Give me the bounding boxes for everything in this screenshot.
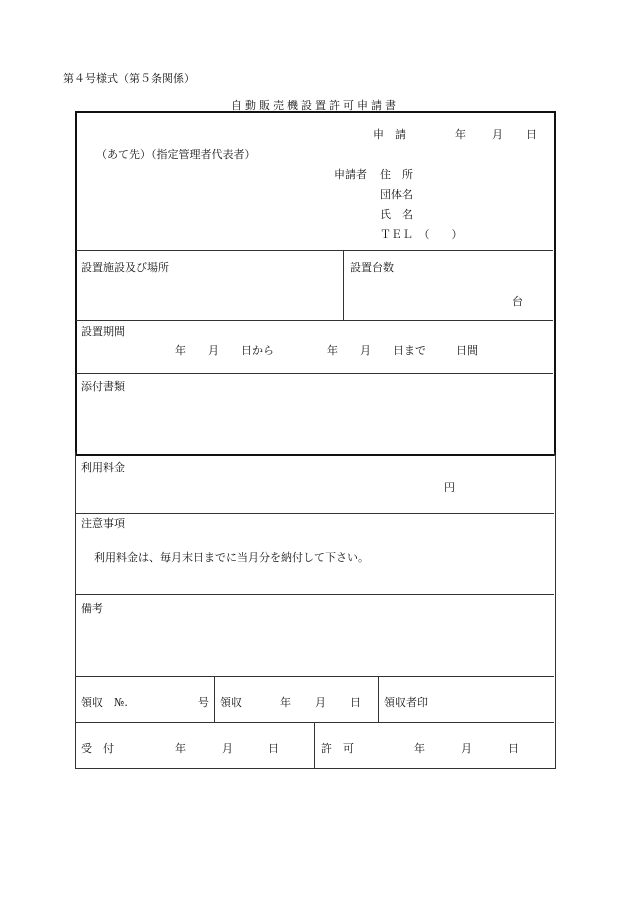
receipt-month[interactable]: 月 bbox=[315, 696, 326, 709]
addressee-label: （あて先）（指定管理者代表者） bbox=[96, 148, 256, 161]
organization-field[interactable]: 団体名 bbox=[380, 188, 413, 201]
period-from[interactable]: 年 月 日から bbox=[175, 344, 274, 357]
document-title: 自動販売機設置許可申請書 bbox=[231, 99, 399, 112]
receipt-number-suffix[interactable]: 号 bbox=[198, 696, 209, 709]
fee-yen-suffix[interactable]: 円 bbox=[444, 481, 455, 494]
acceptance-year[interactable]: 年 bbox=[175, 742, 186, 755]
name-field[interactable]: 氏 名 bbox=[380, 208, 413, 221]
address-field[interactable]: 住 所 bbox=[380, 168, 413, 181]
receipt-number-label: 領収 №. bbox=[81, 696, 128, 709]
period-days[interactable]: 日間 bbox=[456, 344, 478, 357]
permission-year[interactable]: 年 bbox=[414, 742, 425, 755]
receipt-year[interactable]: 年 bbox=[280, 696, 291, 709]
form-number-label: 第４号様式（第５条関係） bbox=[63, 72, 195, 85]
acceptance-label: 受 付 bbox=[81, 742, 114, 755]
receipt-stamp-label: 領収者印 bbox=[384, 696, 428, 709]
installation-period-label: 設置期間 bbox=[81, 325, 125, 338]
tel-field[interactable]: ＴＥＬ （ ） bbox=[380, 228, 463, 241]
notes-label: 注意事項 bbox=[81, 517, 125, 530]
application-month[interactable]: 月 bbox=[492, 128, 503, 141]
application-section bbox=[75, 111, 556, 456]
remarks-label: 備考 bbox=[81, 602, 103, 615]
application-year[interactable]: 年 bbox=[455, 128, 466, 141]
permission-month[interactable]: 月 bbox=[461, 742, 472, 755]
application-day[interactable]: 日 bbox=[526, 128, 537, 141]
permission-day[interactable]: 日 bbox=[508, 742, 519, 755]
notes-text: 利用料金は、毎月末日までに当月分を納付して下さい。 bbox=[94, 551, 369, 564]
receipt-date-label: 領収 bbox=[220, 696, 242, 709]
acceptance-day[interactable]: 日 bbox=[268, 742, 279, 755]
permission-label: 許 可 bbox=[321, 742, 354, 755]
period-to[interactable]: 年 月 日まで bbox=[327, 344, 426, 357]
usage-fee-label: 利用料金 bbox=[81, 461, 125, 474]
installation-location-label: 設置施設及び場所 bbox=[81, 261, 169, 274]
attachments-label: 添付書類 bbox=[81, 380, 125, 393]
receipt-day[interactable]: 日 bbox=[350, 696, 361, 709]
applicant-label: 申請者 bbox=[334, 168, 367, 181]
application-date-label: 申 請 bbox=[373, 128, 406, 141]
units-suffix[interactable]: 台 bbox=[512, 295, 523, 308]
acceptance-month[interactable]: 月 bbox=[222, 742, 233, 755]
installation-units-label: 設置台数 bbox=[350, 261, 394, 274]
